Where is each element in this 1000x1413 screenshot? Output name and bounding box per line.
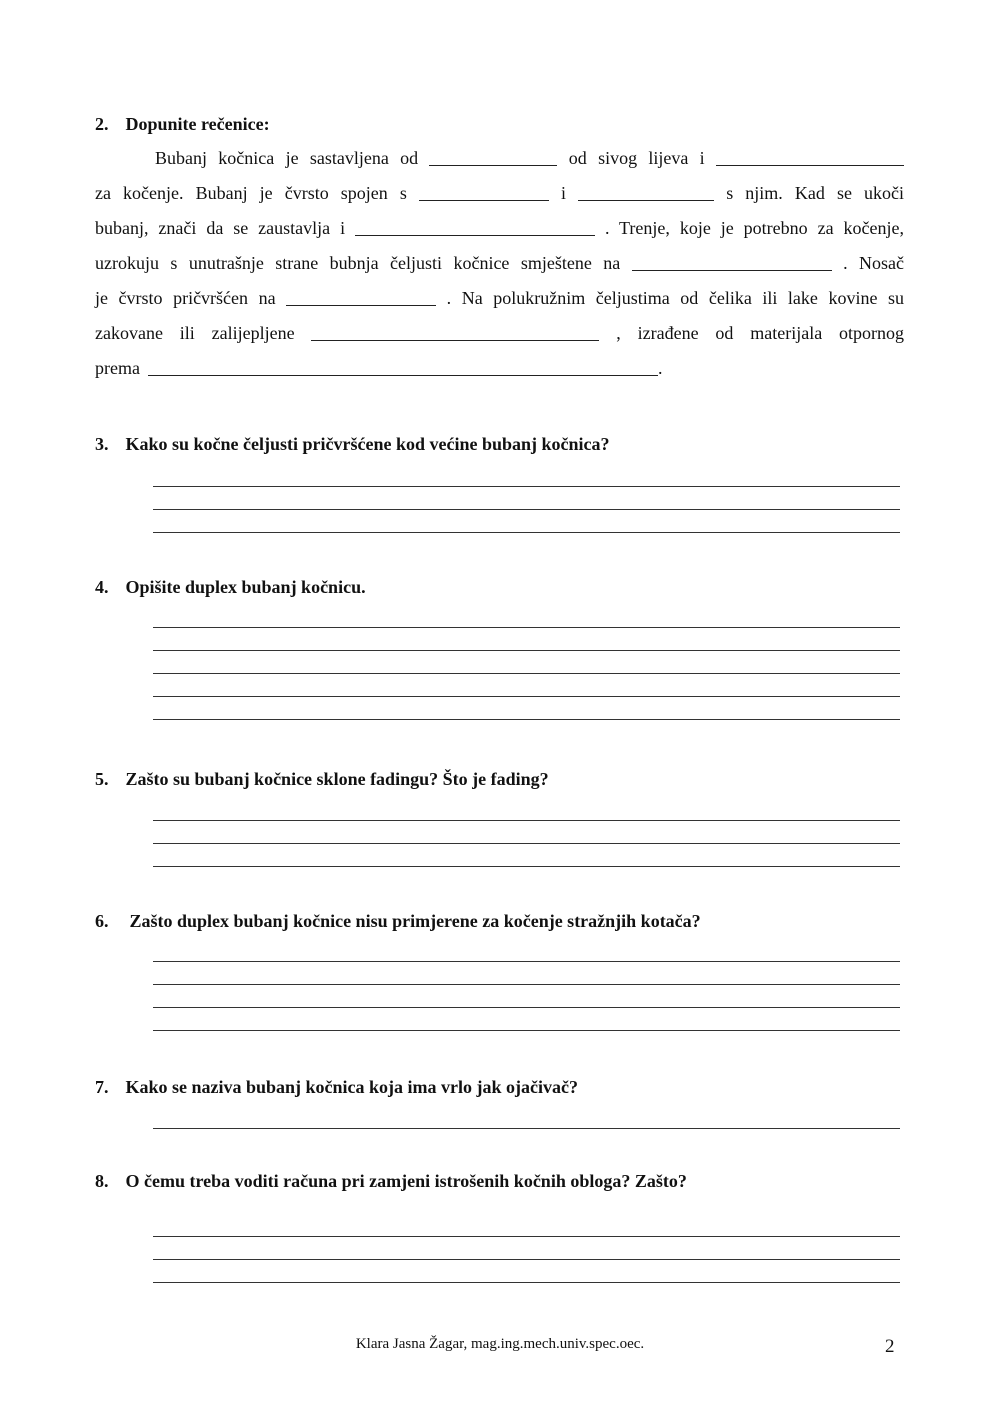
sentence-text: s njim. Kad se ukoči [726,183,905,203]
question-7-title [95,1077,578,1098]
sentence-text: , izrađene od materijala otpornog [616,323,905,343]
page-number: 2 [885,1336,895,1357]
answer-line[interactable] [153,650,900,651]
sentence-text: i [561,183,567,203]
answer-line[interactable] [153,961,900,962]
sentence-text: od sivog lijeva i [568,148,705,168]
sentence-text: . Nosač [843,253,904,273]
fill-line-1 [155,147,904,169]
question-text: O čemu treba voditi računa pri zamjeni istrošenih kočnih obloga? Zašto? [125,1171,687,1191]
question-text: Dopunite rečenice: [125,114,270,134]
answer-line[interactable] [153,509,900,510]
question-number: 7. [95,1077,109,1097]
fill-line-4 [95,252,904,274]
fill-line-6 [95,322,904,344]
sentence-text: zakovane ili zalijepljene [95,323,295,343]
sentence-text: prema [95,358,140,378]
sentence-text: bubanj, znači da se zaustavlja i [95,218,346,238]
question-text: Kako se naziva bubanj kočnica koja ima vrlo jak ojačivač? [125,1077,579,1097]
answer-line[interactable] [153,1236,900,1237]
fill-blank[interactable] [419,184,549,201]
answer-line[interactable] [153,627,900,628]
answer-line[interactable] [153,820,900,821]
answer-line[interactable] [153,1259,900,1260]
question-number: 6. [95,911,109,931]
sentence-text: . Trenje, koje je potrebno za kočenje, [604,218,904,238]
answer-line[interactable] [153,1007,900,1008]
sentence-text: je čvrsto pričvršćen na [95,288,276,308]
question-text: Opišite duplex bubanj kočnicu. [125,577,366,597]
sentence-text: uzrokuju s unutrašnje strane bubnja čeljusti kočnice smještene na [95,253,621,273]
answer-line[interactable] [153,1282,900,1283]
answer-line[interactable] [153,532,900,533]
fill-blank[interactable] [148,359,658,376]
answer-line[interactable] [153,696,900,697]
question-text: Kako su kočne čeljusti pričvršćene kod većine bubanj kočnica? [125,434,610,454]
question-number: 3. [95,434,109,454]
question-5-title [95,769,549,790]
fill-line-7 [95,357,904,379]
answer-line[interactable] [153,719,900,720]
answer-line[interactable] [153,1128,900,1129]
answer-line[interactable] [153,1030,900,1031]
question-text: Zašto duplex bubanj kočnice nisu primjerene za kočenje stražnjih kotača? [129,911,701,931]
sentence-text: za kočenje. Bubanj je čvrsto spojen s [95,183,407,203]
fill-blank[interactable] [716,149,904,166]
question-8-title [95,1171,687,1192]
fill-blank[interactable] [286,289,436,306]
answer-line[interactable] [153,866,900,867]
answer-line[interactable] [153,984,900,985]
sentence-text: . [657,358,663,378]
question-4-title [95,577,366,598]
footer-author: Klara Jasna Žagar, mag.ing.mech.univ.spec.oec. [355,1336,645,1352]
fill-blank[interactable] [578,184,714,201]
question-number: 2. [95,114,109,134]
question-number: 5. [95,769,109,789]
fill-blank[interactable] [429,149,557,166]
question-3-title [95,434,610,455]
answer-line[interactable] [153,486,900,487]
answer-line[interactable] [153,843,900,844]
fill-line-5 [95,287,904,309]
answer-line[interactable] [153,673,900,674]
fill-blank[interactable] [311,324,599,341]
question-6-title [95,911,701,932]
question-2-title [95,114,270,135]
fill-line-2 [95,182,904,204]
question-text: Zašto su bubanj kočnice sklone fadingu? Što je fading? [125,769,549,789]
fill-blank[interactable] [632,254,832,271]
sentence-text: . Na polukružnim čeljustima od čelika ili lake kovine su [446,288,904,308]
fill-blank[interactable] [355,219,595,236]
question-number: 4. [95,577,109,597]
fill-line-3 [95,217,904,239]
sentence-text: Bubanj kočnica je sastavljena od [155,148,419,168]
question-number: 8. [95,1171,109,1191]
